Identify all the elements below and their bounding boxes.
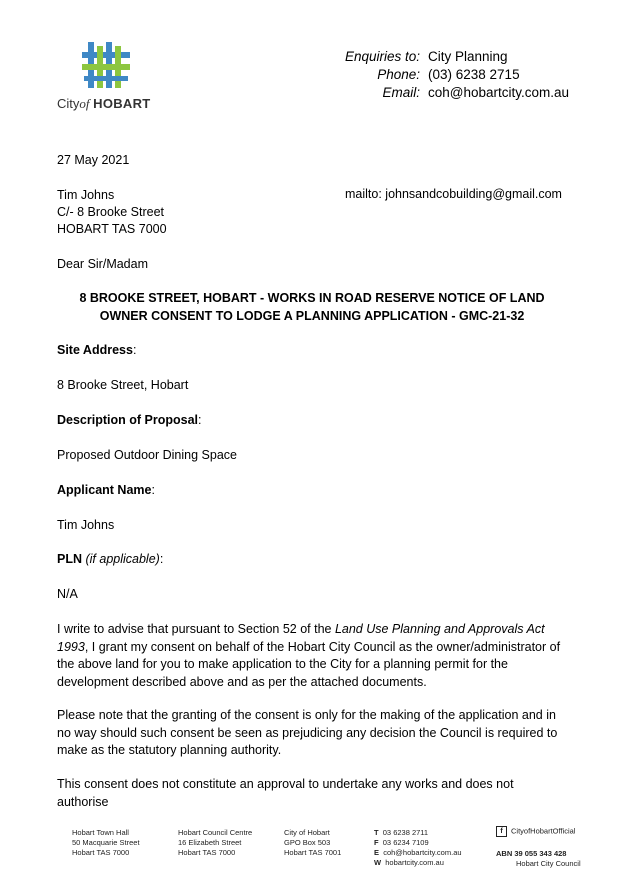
footer-postal-address: City of Hobart GPO Box 503 Hobart TAS 7001 xyxy=(284,828,342,857)
site-address-value: 8 Brooke Street, Hobart xyxy=(57,378,189,392)
footer-contacts: T 03 6238 2711 F 03 6234 7109 E coh@hobartcity.com.au W hobartcity.com.au xyxy=(374,828,462,867)
recipient-address-line2: HOBART TAS 7000 xyxy=(57,222,167,236)
enquiries-block xyxy=(330,48,569,102)
proposal-label: Description of Proposal: xyxy=(57,413,202,427)
approval-paragraph: This consent does not constitute an approval to undertake any works and does not authorise xyxy=(57,777,514,809)
footer-council-centre: Hobart Council Centre 16 Elizabeth Street Hobart TAS 7000 xyxy=(178,828,253,857)
footer-town-hall: Hobart Town Hall 50 Macquarie Street Hobart TAS 7000 xyxy=(72,828,140,857)
footer-website-link[interactable]: hobartcity.com.au xyxy=(385,858,444,867)
phone-row: Phone: (03) 6238 2715 xyxy=(377,67,520,82)
subject-heading: 8 BROOKE STREET, HOBART - WORKS IN ROAD RESERVE NOTICE OF LAND OWNER CONSENT TO LODGE A PLANNING APPLICATION - GMC-21-32 xyxy=(79,291,545,323)
email-row: Email: coh@hobartcity.com.au xyxy=(382,85,570,100)
facebook-icon: f xyxy=(496,826,507,837)
hobart-logo-mark-icon xyxy=(82,42,132,90)
salutation: Dear Sir/Madam xyxy=(57,257,148,271)
enquiries-row: Enquiries to: City Planning xyxy=(344,49,508,64)
footer-email-link[interactable]: coh@hobartcity.com.au xyxy=(383,848,462,857)
pln-value: N/A xyxy=(57,587,78,601)
recipient-address-line1: C/- 8 Brooke Street xyxy=(57,205,164,219)
pln-label: PLN (if applicable): xyxy=(57,552,164,566)
footer-abn: ABN 39 055 343 428 Hobart City Council xyxy=(496,849,581,868)
applicant-value: Tim Johns xyxy=(57,518,115,532)
consent-paragraph: I write to advise that pursuant to Section 52 of the Land Use Planning and Approvals Act 1993, I grant my consent on behalf of the Hobart City Council as the owner/administrator of the above land for you to make application to the City for a planning permit for the development described above and as per the attached documents. xyxy=(57,622,561,689)
logo-wordmark: Cityof HOBART xyxy=(57,96,151,111)
site-address-label: Site Address: xyxy=(57,343,137,357)
email-link[interactable]: coh@hobartcity.com.au xyxy=(428,85,570,100)
applicant-label: Applicant Name: xyxy=(57,483,155,497)
disclaimer-paragraph: Please note that the granting of the consent is only for the making of the application and in no way should such consent be seen as prejudicing any decision the Council is required to make as the statutory planning authority. xyxy=(57,708,558,757)
proposal-value: Proposed Outdoor Dining Space xyxy=(57,448,237,462)
recipient-name: Tim Johns xyxy=(57,188,115,202)
mailto-link[interactable]: mailto: johnsandcobuilding@gmail.com xyxy=(345,187,562,201)
footer-social[interactable]: f CityofHobartOfficial xyxy=(496,826,575,837)
city-of-hobart-logo xyxy=(55,40,165,115)
letter-date: 27 May 2021 xyxy=(57,153,130,167)
